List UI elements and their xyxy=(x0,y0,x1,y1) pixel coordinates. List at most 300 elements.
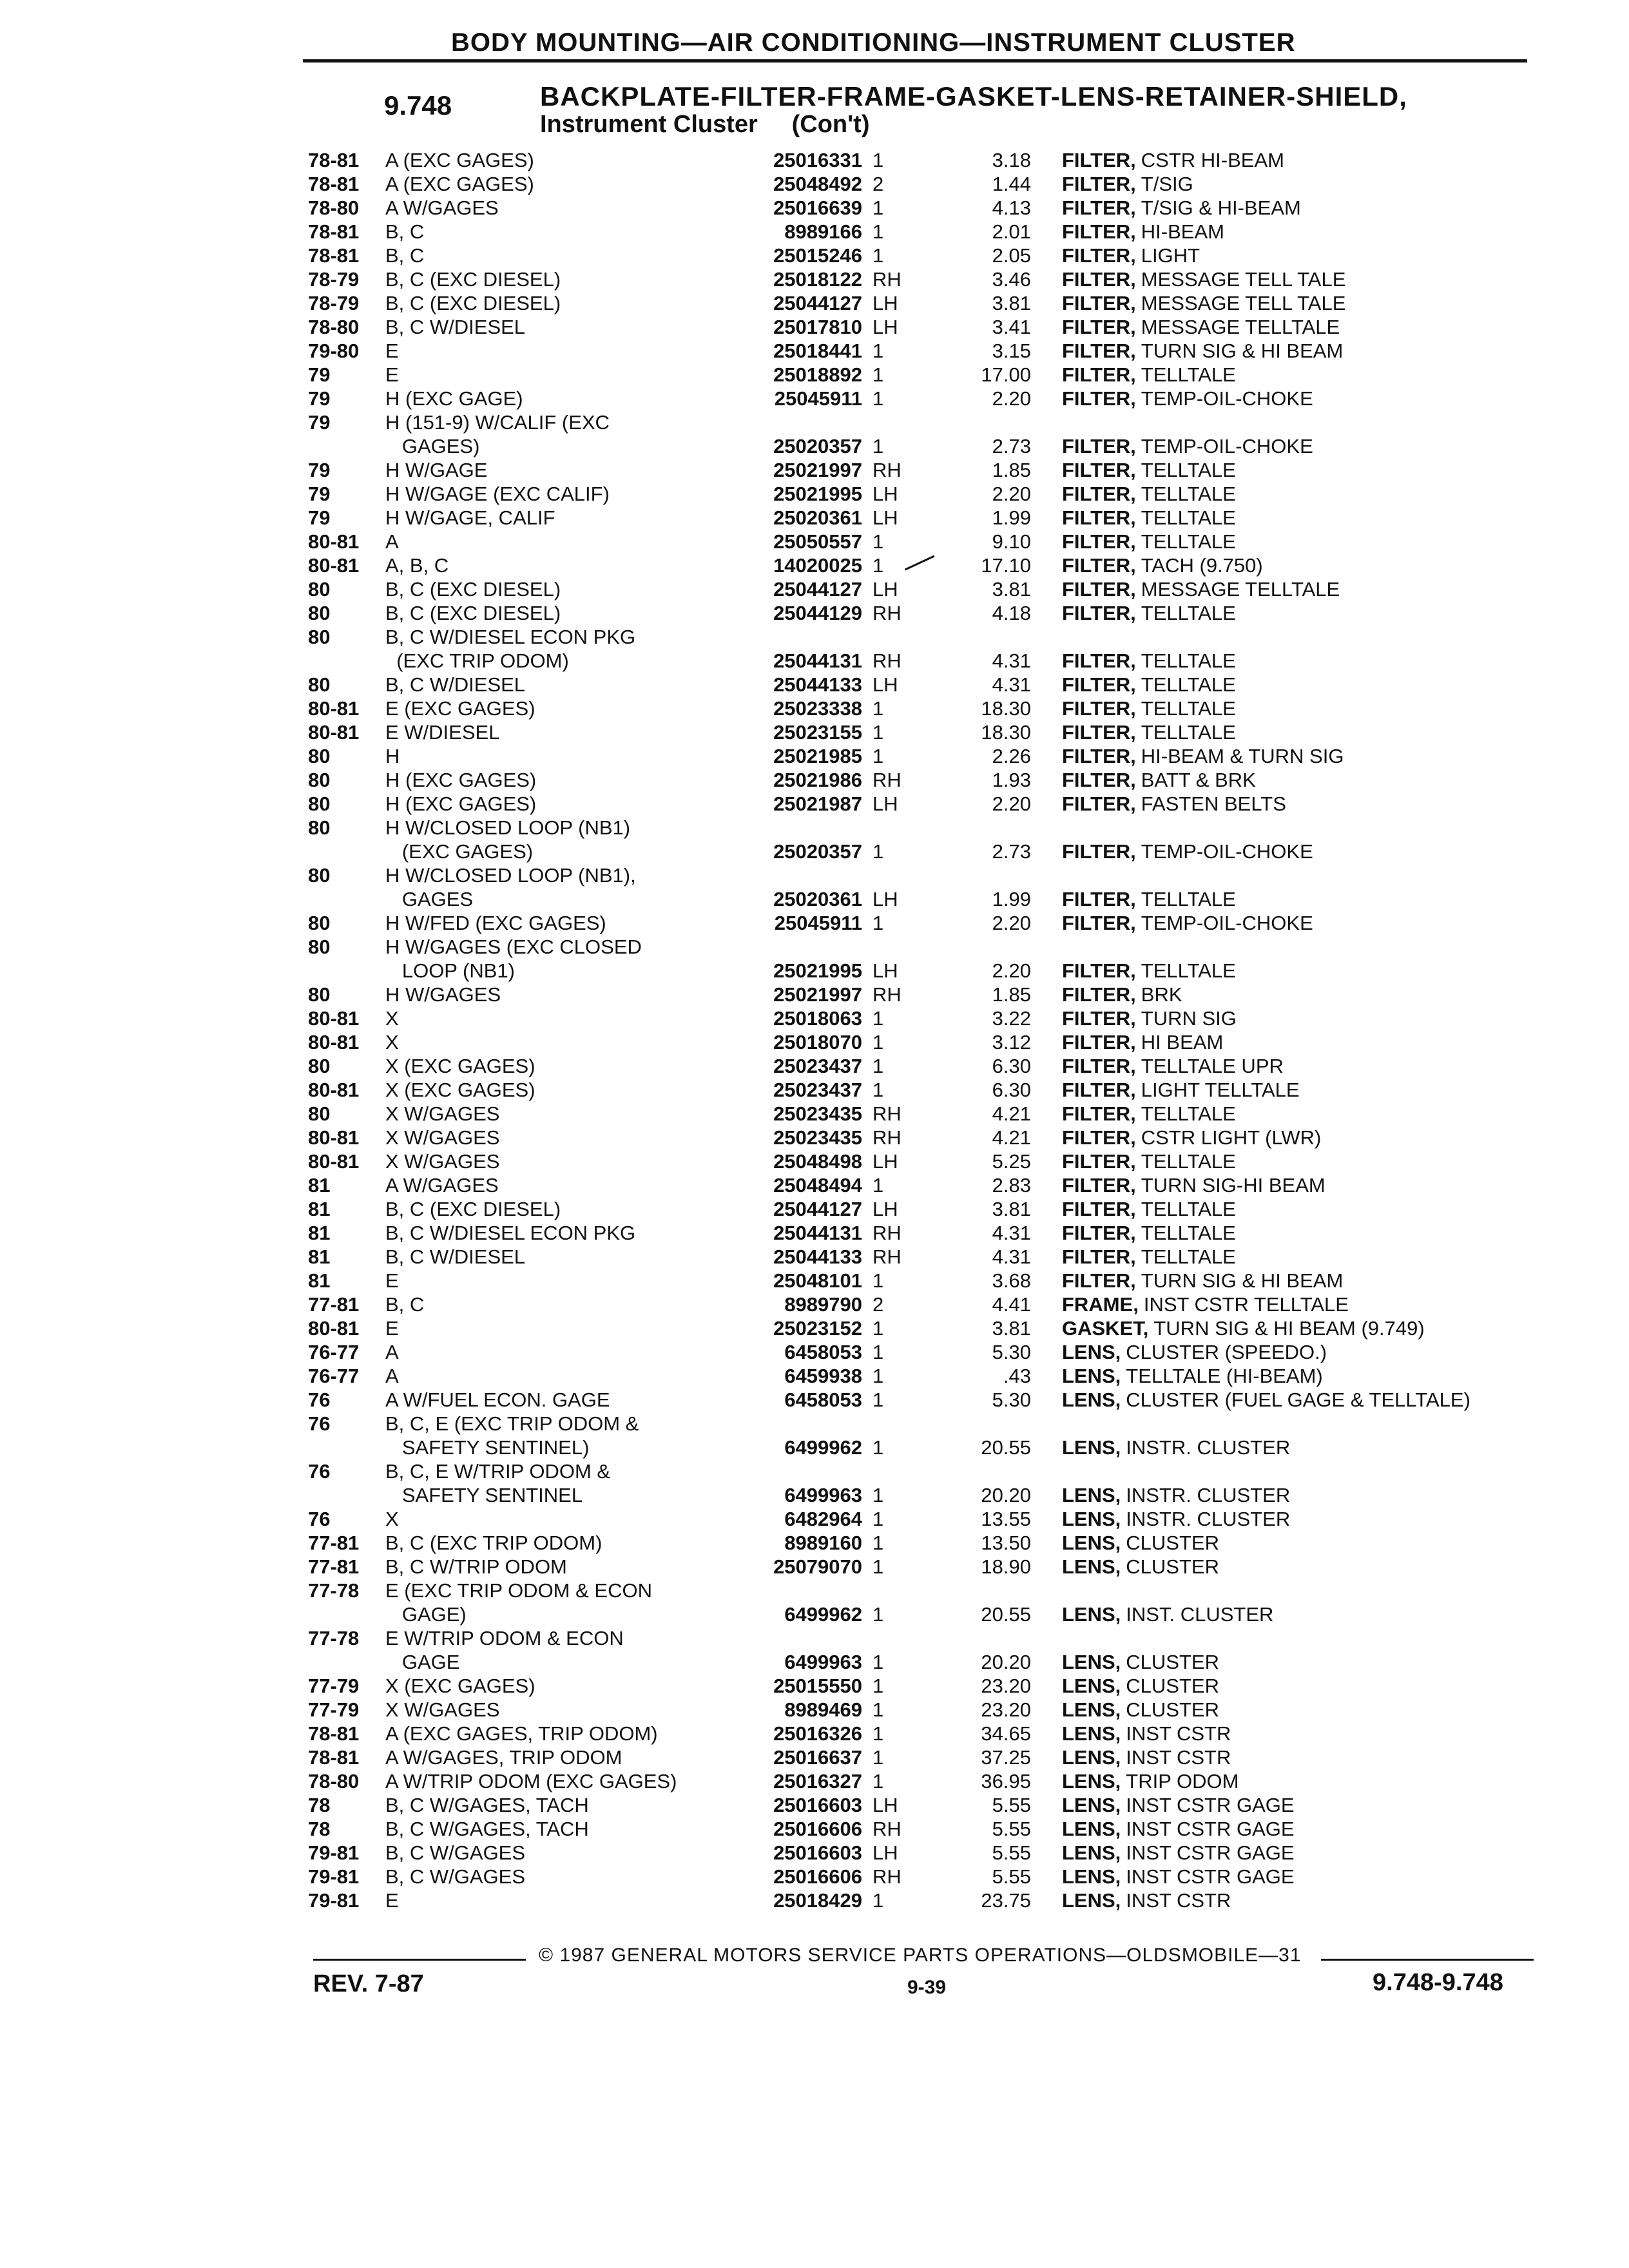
quantity-cell: 1 xyxy=(872,387,884,410)
description-cell xyxy=(1062,553,1263,577)
quantity-cell: 1 xyxy=(872,220,884,243)
description-type: FILTER, xyxy=(1062,602,1136,624)
price-cell: 20.55 xyxy=(981,1603,1031,1626)
price-cell: 6.30 xyxy=(992,1079,1031,1101)
model-text: H (EXC GAGES) xyxy=(385,793,537,815)
quantity-cell: 1 xyxy=(872,721,884,744)
description-cell xyxy=(1062,291,1345,315)
description-text: TEMP-OIL-CHOKE xyxy=(1141,387,1313,410)
model-cell xyxy=(385,649,569,673)
quantity-cell: 1 xyxy=(872,1365,884,1387)
part-number-cell: 25023435 xyxy=(773,1126,862,1149)
year-cell: 77-79 xyxy=(308,1698,360,1721)
description-text: FASTEN BELTS xyxy=(1141,793,1286,815)
description-type: FILTER, xyxy=(1062,1174,1136,1196)
year-cell: 79 xyxy=(308,459,331,481)
model-cell xyxy=(385,1888,399,1912)
price-cell: 4.31 xyxy=(992,1245,1031,1268)
description-text: MESSAGE TELLTALE xyxy=(1141,578,1340,601)
part-number-cell: 25021987 xyxy=(773,793,862,815)
table-row xyxy=(0,1722,1629,1745)
price-cell: 1.85 xyxy=(992,459,1031,481)
description-type: LENS, xyxy=(1062,1365,1121,1387)
description-type: FILTER, xyxy=(1062,578,1136,601)
description-text: CLUSTER xyxy=(1126,1532,1219,1554)
table-row xyxy=(0,1006,1629,1030)
model-text: GAGES xyxy=(385,888,474,910)
footer-page-number: 9-39 xyxy=(907,1977,947,1998)
model-cell xyxy=(385,1650,459,1674)
model-cell xyxy=(385,720,499,744)
quantity-cell: 1 xyxy=(872,1341,884,1363)
description-type: FILTER, xyxy=(1062,1102,1136,1125)
model-text: B, C, E (EXC TRIP ODOM & xyxy=(385,1412,639,1435)
quantity-cell: 1 xyxy=(872,697,884,720)
part-number-cell: 6499963 xyxy=(784,1484,862,1506)
description-type: FILTER, xyxy=(1062,1150,1136,1173)
price-cell: 3.41 xyxy=(992,316,1031,338)
description-text: TELLTALE xyxy=(1141,363,1236,386)
model-text: B, C (EXC DIESEL) xyxy=(385,292,561,314)
description-text: CLUSTER (FUEL GAGE & TELLTALE) xyxy=(1126,1389,1470,1411)
model-text: A (EXC GAGES) xyxy=(385,173,534,195)
model-text: B, C W/TRIP ODOM xyxy=(385,1555,567,1578)
model-cell xyxy=(385,1412,639,1436)
model-text: A, B, C xyxy=(385,554,449,577)
quantity-cell: 1 xyxy=(872,1174,884,1196)
year-cell: 80-81 xyxy=(308,554,360,577)
price-cell: 3.18 xyxy=(992,149,1031,171)
quantity-cell: 1 xyxy=(872,1436,884,1459)
part-number-cell: 25018892 xyxy=(773,363,862,386)
description-text: TELLTALE xyxy=(1141,530,1236,553)
table-row xyxy=(0,530,1629,553)
quantity-cell: 1 xyxy=(872,1555,884,1578)
model-cell xyxy=(385,458,487,482)
part-number-cell: 6459938 xyxy=(784,1365,862,1387)
model-text: E xyxy=(385,340,399,362)
description-type: FILTER, xyxy=(1062,840,1136,863)
year-cell: 79-81 xyxy=(308,1841,360,1864)
description-text: TEMP-OIL-CHOKE xyxy=(1141,912,1313,934)
quantity-cell: 1 xyxy=(872,244,884,267)
model-text: B, C W/DIESEL ECON PKG xyxy=(385,626,636,648)
description-cell xyxy=(1062,530,1236,553)
model-text: B, C (EXC DIESEL) xyxy=(385,602,561,624)
year-cell: 78 xyxy=(308,1794,331,1816)
price-cell: 18.30 xyxy=(981,721,1031,744)
description-text: INST CSTR xyxy=(1126,1889,1231,1912)
description-type: FILTER, xyxy=(1062,1245,1136,1268)
model-cell xyxy=(385,339,399,363)
table-row xyxy=(0,1745,1629,1769)
description-text: MESSAGE TELLTALE xyxy=(1141,316,1340,338)
description-type: FILTER, xyxy=(1062,745,1136,767)
model-text: A W/GAGES, TRIP ODOM xyxy=(385,1746,622,1769)
part-number-cell: 25045911 xyxy=(774,387,862,410)
model-text: A xyxy=(385,1365,399,1387)
model-cell xyxy=(385,1245,525,1269)
description-type: LENS, xyxy=(1062,1722,1121,1745)
part-number-cell: 25018070 xyxy=(773,1031,862,1053)
description-cell xyxy=(1062,744,1344,768)
table-row xyxy=(0,577,1629,601)
description-cell xyxy=(1062,1507,1290,1531)
part-number-cell: 25016331 xyxy=(773,149,862,171)
quantity-cell: LH xyxy=(872,316,898,338)
description-text: INSTR. CLUSTER xyxy=(1126,1508,1291,1530)
part-number-cell: 25016326 xyxy=(773,1722,862,1745)
model-text: X (EXC GAGES) xyxy=(385,1079,535,1101)
price-cell: 17.10 xyxy=(981,554,1031,577)
table-row xyxy=(0,1531,1629,1555)
table-row xyxy=(0,1030,1629,1054)
model-cell xyxy=(385,1197,561,1221)
description-type: LENS, xyxy=(1062,1746,1121,1769)
model-text: E xyxy=(385,1889,399,1912)
description-text: BATT & BRK xyxy=(1141,769,1256,791)
model-text: A xyxy=(385,1341,399,1363)
description-text: TURN SIG & HI BEAM xyxy=(1141,340,1344,362)
price-cell: 18.30 xyxy=(981,697,1031,720)
description-cell xyxy=(1062,339,1343,363)
description-cell xyxy=(1062,1054,1284,1078)
description-cell xyxy=(1062,1364,1323,1388)
model-text: A W/GAGES xyxy=(385,1174,499,1196)
quantity-cell: 1 xyxy=(872,1603,884,1626)
description-cell xyxy=(1062,267,1345,291)
model-text: A xyxy=(385,530,399,553)
description-cell xyxy=(1062,1793,1295,1817)
table-row xyxy=(0,935,1629,959)
price-cell: 5.55 xyxy=(992,1794,1031,1816)
model-text: A W/TRIP ODOM (EXC GAGES) xyxy=(385,1770,677,1792)
price-cell: 2.05 xyxy=(992,244,1031,267)
quantity-cell: 2 xyxy=(872,173,884,195)
description-type: FILTER, xyxy=(1062,459,1136,481)
quantity-cell: 1 xyxy=(872,1722,884,1745)
table-row xyxy=(0,387,1629,410)
description-text: TELLTALE xyxy=(1141,697,1236,720)
price-cell: 1.99 xyxy=(992,888,1031,910)
model-cell xyxy=(385,1841,525,1865)
year-cell: 80 xyxy=(308,745,331,767)
model-cell xyxy=(385,983,501,1006)
description-type: FILTER, xyxy=(1062,888,1136,910)
part-number-cell: 25021997 xyxy=(773,983,862,1006)
model-cell xyxy=(385,1054,535,1078)
quantity-cell: LH xyxy=(872,1198,898,1220)
table-row xyxy=(0,911,1629,935)
price-cell: 6.30 xyxy=(992,1055,1031,1077)
year-cell: 80 xyxy=(308,864,331,887)
model-cell xyxy=(385,840,533,863)
year-cell: 78-80 xyxy=(308,1770,360,1792)
price-cell: 2.73 xyxy=(992,840,1031,863)
quantity-cell: 1 xyxy=(872,363,884,386)
part-number-cell: 25020361 xyxy=(773,506,862,529)
table-row xyxy=(0,840,1629,863)
model-cell xyxy=(385,315,525,339)
table-row xyxy=(0,1078,1629,1102)
model-cell xyxy=(385,1316,399,1340)
description-text: TELLTALE xyxy=(1141,649,1236,672)
quantity-cell: 1 xyxy=(872,745,884,767)
table-row xyxy=(0,1841,1629,1865)
table-row xyxy=(0,673,1629,697)
description-cell xyxy=(1062,1221,1236,1245)
table-row xyxy=(0,1436,1629,1459)
part-number-cell: 6458053 xyxy=(784,1389,862,1411)
description-type: LENS, xyxy=(1062,1651,1121,1673)
model-cell xyxy=(385,1102,499,1126)
description-type: FILTER, xyxy=(1062,959,1136,982)
description-text: TELLTALE UPR xyxy=(1141,1055,1284,1077)
description-text: CLUSTER (SPEEDO.) xyxy=(1126,1341,1327,1363)
model-cell xyxy=(385,1555,567,1579)
table-row xyxy=(0,1817,1629,1841)
part-number-cell: 6482964 xyxy=(784,1508,862,1530)
description-type: FILTER, xyxy=(1062,1269,1136,1292)
year-cell: 79-81 xyxy=(308,1865,360,1888)
description-type: FILTER, xyxy=(1062,554,1136,577)
description-cell xyxy=(1062,1126,1321,1149)
quantity-cell: 1 xyxy=(872,1031,884,1053)
table-row xyxy=(0,1149,1629,1173)
description-cell xyxy=(1062,1769,1239,1793)
description-type: FILTER, xyxy=(1062,387,1136,410)
year-cell: 78-81 xyxy=(308,244,360,267)
model-cell xyxy=(385,1817,589,1841)
description-text: CLUSTER xyxy=(1126,1675,1219,1697)
description-text: TELLTALE xyxy=(1141,721,1236,744)
model-cell xyxy=(385,1459,610,1483)
part-number-cell: 25045911 xyxy=(774,912,862,934)
table-row xyxy=(0,1483,1629,1507)
year-cell: 78-79 xyxy=(308,292,360,314)
model-text: LOOP (NB1) xyxy=(385,959,515,982)
page-title: BODY MOUNTING—AIR CONDITIONING—INSTRUMENT CLUSTER xyxy=(451,28,1296,57)
year-cell: 76 xyxy=(308,1460,331,1483)
part-number-cell: 25016606 xyxy=(773,1865,862,1888)
year-cell: 79 xyxy=(308,387,331,410)
table-row xyxy=(0,1769,1629,1793)
description-text: TELLTALE xyxy=(1141,506,1236,529)
year-cell: 80 xyxy=(308,936,331,958)
table-row xyxy=(0,1579,1629,1602)
table-row xyxy=(0,506,1629,530)
description-text: INST CSTR TELLTALE xyxy=(1143,1293,1349,1316)
model-cell xyxy=(385,697,535,720)
description-text: TELLTALE xyxy=(1141,1245,1236,1268)
model-cell xyxy=(385,1126,499,1149)
model-text: X W/GAGES xyxy=(385,1102,500,1125)
description-type: FILTER, xyxy=(1062,316,1136,338)
model-text: X W/GAGES xyxy=(385,1126,500,1149)
description-text: TURN SIG & HI BEAM xyxy=(1141,1269,1344,1292)
table-row xyxy=(0,315,1629,339)
description-cell xyxy=(1062,1483,1290,1507)
model-cell xyxy=(385,1674,535,1698)
year-cell: 79-81 xyxy=(308,1889,360,1912)
year-cell: 77-78 xyxy=(308,1579,360,1602)
price-cell: 5.55 xyxy=(992,1841,1031,1864)
price-cell: 4.31 xyxy=(992,649,1031,672)
description-cell xyxy=(1062,1412,1067,1436)
quantity-cell: LH xyxy=(872,483,898,505)
table-row xyxy=(0,1793,1629,1817)
year-cell: 78-81 xyxy=(308,1746,360,1769)
quantity-cell: 1 xyxy=(872,435,884,457)
year-cell: 79 xyxy=(308,363,331,386)
model-cell xyxy=(385,553,448,577)
model-text: X xyxy=(385,1031,399,1053)
quantity-cell: 1 xyxy=(872,1389,884,1411)
part-number-cell: 25015550 xyxy=(773,1675,862,1697)
description-cell xyxy=(1062,1102,1236,1126)
quantity-cell: LH xyxy=(872,673,898,696)
model-cell xyxy=(385,482,610,506)
model-cell xyxy=(385,506,555,530)
table-row xyxy=(0,792,1629,816)
year-cell: 78-79 xyxy=(308,268,360,291)
section-title: BACKPLATE-FILTER-FRAME-GASKET-LENS-RETAINER-SHIELD, xyxy=(540,81,1407,111)
description-cell xyxy=(1062,172,1193,196)
model-cell xyxy=(385,959,515,983)
part-number-cell: 25016603 xyxy=(773,1794,862,1816)
price-cell: 2.20 xyxy=(992,959,1031,982)
description-text: INST CSTR GAGE xyxy=(1126,1818,1295,1840)
model-text: A W/GAGES xyxy=(385,197,499,219)
part-number-cell: 25044131 xyxy=(773,1222,862,1244)
description-text: CLUSTER xyxy=(1126,1698,1219,1721)
description-cell xyxy=(1062,482,1236,506)
model-text: E W/TRIP ODOM & ECON xyxy=(385,1627,624,1649)
price-cell: 9.10 xyxy=(992,530,1031,553)
year-cell: 80 xyxy=(308,626,331,648)
price-cell: 2.20 xyxy=(992,387,1031,410)
quantity-cell: 1 xyxy=(872,197,884,219)
price-cell: 34.65 xyxy=(981,1722,1031,1745)
description-cell xyxy=(1062,768,1256,792)
quantity-cell: RH xyxy=(872,1222,901,1244)
model-cell xyxy=(385,363,399,387)
model-cell xyxy=(385,291,561,315)
quantity-cell: 1 xyxy=(872,1651,884,1673)
quantity-cell: LH xyxy=(872,1794,898,1816)
table-row xyxy=(0,959,1629,983)
part-number-cell: 25016637 xyxy=(773,1746,862,1769)
price-cell: 3.15 xyxy=(992,340,1031,362)
year-cell: 81 xyxy=(308,1222,331,1244)
description-type: FILTER, xyxy=(1062,1126,1136,1149)
quantity-cell: 1 xyxy=(872,1055,884,1077)
description-cell xyxy=(1062,458,1236,482)
table-row xyxy=(0,291,1629,315)
price-cell: 13.55 xyxy=(981,1508,1031,1530)
part-number-cell: 25020361 xyxy=(773,888,862,910)
description-text: INST CSTR xyxy=(1126,1746,1231,1769)
part-number-cell: 25079070 xyxy=(773,1555,862,1578)
year-cell: 77-81 xyxy=(308,1555,360,1578)
quantity-cell: LH xyxy=(872,292,898,314)
model-cell xyxy=(385,1149,499,1173)
model-text: B, C W/DIESEL xyxy=(385,316,526,338)
price-cell: 23.75 xyxy=(981,1889,1031,1912)
quantity-cell: 1 xyxy=(872,1269,884,1292)
description-cell xyxy=(1062,697,1236,720)
table-row xyxy=(0,1888,1629,1912)
part-number-cell: 6499962 xyxy=(784,1603,862,1626)
part-number-cell: 25048101 xyxy=(773,1269,862,1292)
model-cell xyxy=(385,792,536,816)
model-cell xyxy=(385,768,536,792)
price-cell: 5.30 xyxy=(992,1389,1031,1411)
description-cell xyxy=(1062,1388,1470,1412)
year-cell: 80 xyxy=(308,983,331,1006)
table-row xyxy=(0,244,1629,267)
description-type: LENS, xyxy=(1062,1532,1121,1554)
description-text: INST CSTR GAGE xyxy=(1126,1794,1295,1816)
year-cell: 76 xyxy=(308,1508,331,1530)
model-text: X (EXC GAGES) xyxy=(385,1675,535,1697)
description-text: TURN SIG xyxy=(1141,1007,1237,1030)
model-cell xyxy=(385,1626,624,1650)
table-row xyxy=(0,1269,1629,1293)
table-row xyxy=(0,482,1629,506)
description-type: FILTER, xyxy=(1062,673,1136,696)
model-cell xyxy=(385,625,635,649)
description-text: TELLTALE xyxy=(1141,673,1236,696)
description-type: FILTER, xyxy=(1062,1031,1136,1053)
quantity-cell: 1 xyxy=(872,1317,884,1340)
year-cell: 78 xyxy=(308,1818,331,1840)
year-cell: 79 xyxy=(308,483,331,505)
table-row xyxy=(0,1293,1629,1316)
description-cell xyxy=(1062,148,1284,172)
model-cell xyxy=(385,673,525,697)
quantity-cell: RH xyxy=(872,459,901,481)
quantity-cell: 1 xyxy=(872,840,884,863)
model-cell xyxy=(385,148,534,172)
table-row xyxy=(0,1650,1629,1674)
description-type: FILTER, xyxy=(1062,149,1136,171)
description-cell xyxy=(1062,935,1067,959)
model-cell xyxy=(385,1173,499,1197)
year-cell: 76-77 xyxy=(308,1341,360,1363)
quantity-cell: 1 xyxy=(872,340,884,362)
quantity-cell: 1 xyxy=(872,1698,884,1721)
model-text: B, C W/GAGES, TACH xyxy=(385,1818,589,1840)
table-row xyxy=(0,1626,1629,1650)
description-text: TELLTALE xyxy=(1141,1102,1236,1125)
quantity-cell: LH xyxy=(872,578,898,601)
table-row xyxy=(0,220,1629,244)
description-cell xyxy=(1062,649,1236,673)
quantity-cell: RH xyxy=(872,1102,901,1125)
description-cell xyxy=(1062,1459,1067,1483)
part-number-cell: 25023437 xyxy=(773,1079,862,1101)
price-cell: 2.20 xyxy=(992,912,1031,934)
part-number-cell: 25021995 xyxy=(773,959,862,982)
model-cell xyxy=(385,1364,399,1388)
quantity-cell: LH xyxy=(872,1150,898,1173)
table-row xyxy=(0,1340,1629,1364)
description-type: LENS, xyxy=(1062,1555,1121,1578)
parts-list xyxy=(0,148,1629,1912)
part-number-cell: 25044127 xyxy=(773,292,862,314)
model-text: E (EXC TRIP ODOM & ECON xyxy=(385,1579,652,1602)
